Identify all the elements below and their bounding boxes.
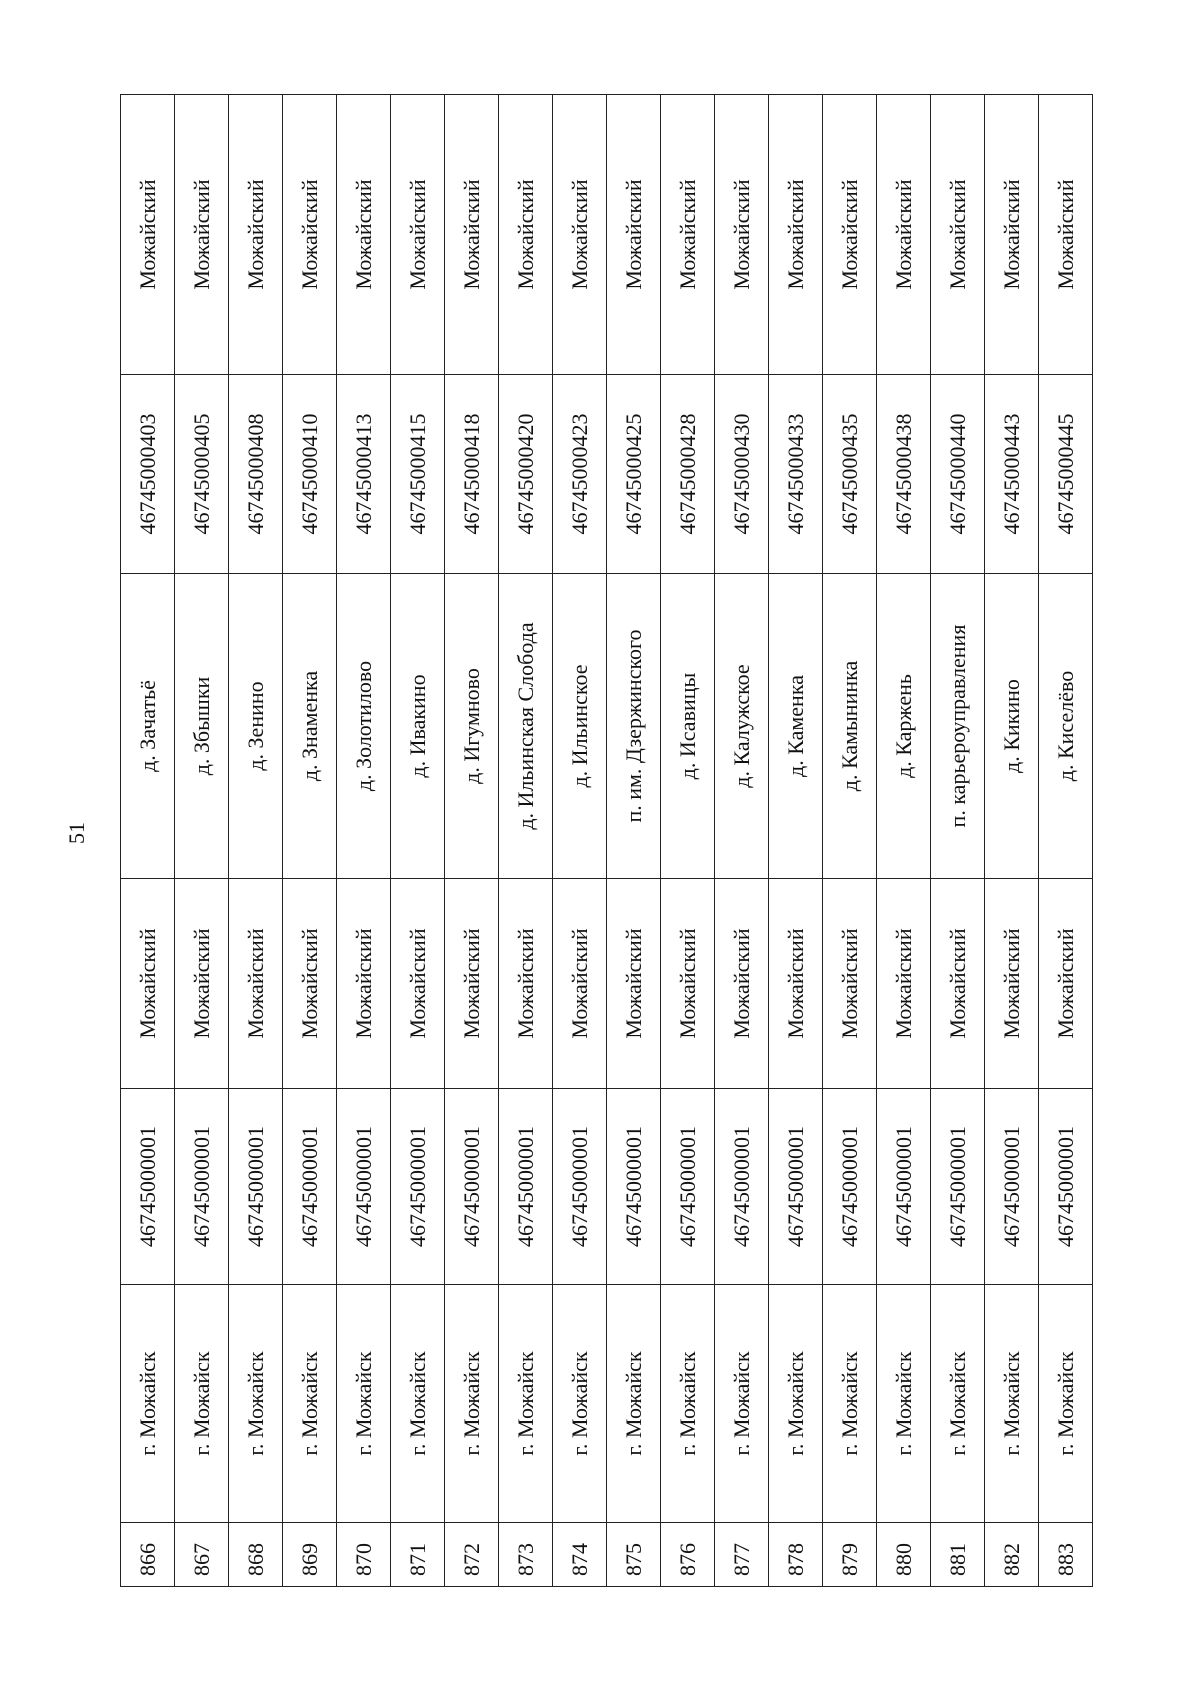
row-number-cell: 876 bbox=[661, 1523, 715, 1587]
city-code-cell: 46745000001 bbox=[445, 1089, 499, 1285]
city-cell: г. Можайск bbox=[337, 1285, 391, 1523]
locality-cell: д. Ивакино bbox=[391, 574, 445, 879]
locality-cell: д. Киселёво bbox=[1039, 574, 1093, 879]
city-district-cell: Можайский bbox=[121, 879, 175, 1089]
city-cell: г. Можайск bbox=[931, 1285, 985, 1523]
locality-district-cell: Можайский bbox=[985, 95, 1039, 375]
row-number-cell: 879 bbox=[823, 1523, 877, 1587]
city-code-cell: 46745000001 bbox=[283, 1089, 337, 1285]
table-row bbox=[229, 95, 283, 1587]
locality-code-cell: 46745000403 bbox=[121, 375, 175, 574]
city-cell: г. Можайск bbox=[391, 1285, 445, 1523]
city-code-cell: 46745000001 bbox=[175, 1089, 229, 1285]
city-cell: г. Можайск bbox=[229, 1285, 283, 1523]
locality-district-cell: Можайский bbox=[823, 95, 877, 375]
city-cell: г. Можайск bbox=[769, 1285, 823, 1523]
city-code-cell: 46745000001 bbox=[553, 1089, 607, 1285]
locality-cell: д. Зачатьё bbox=[121, 574, 175, 879]
row-number-cell: 882 bbox=[985, 1523, 1039, 1587]
city-district-cell: Можайский bbox=[553, 879, 607, 1089]
city-district-cell: Можайский bbox=[877, 879, 931, 1089]
locality-code-cell: 46745000430 bbox=[715, 375, 769, 574]
table-row bbox=[823, 95, 877, 1587]
city-code-cell: 46745000001 bbox=[499, 1089, 553, 1285]
locality-district-cell: Можайский bbox=[229, 95, 283, 375]
city-district-cell: Можайский bbox=[607, 879, 661, 1089]
city-district-cell: Можайский bbox=[175, 879, 229, 1089]
register-table-body bbox=[121, 95, 1093, 1587]
row-number-cell: 871 bbox=[391, 1523, 445, 1587]
locality-cell: д. Каржень bbox=[877, 574, 931, 879]
locality-cell: д. Зенино bbox=[229, 574, 283, 879]
locality-code-cell: 46745000415 bbox=[391, 375, 445, 574]
locality-district-cell: Можайский bbox=[877, 95, 931, 375]
locality-cell: д. Кикино bbox=[985, 574, 1039, 879]
locality-code-cell: 46745000405 bbox=[175, 375, 229, 574]
city-code-cell: 46745000001 bbox=[391, 1089, 445, 1285]
city-cell: г. Можайск bbox=[607, 1285, 661, 1523]
locality-code-cell: 46745000418 bbox=[445, 375, 499, 574]
city-district-cell: Можайский bbox=[931, 879, 985, 1089]
locality-cell: д. Игумново bbox=[445, 574, 499, 879]
locality-district-cell: Можайский bbox=[715, 95, 769, 375]
row-number-cell: 875 bbox=[607, 1523, 661, 1587]
table-row bbox=[553, 95, 607, 1587]
table-row bbox=[769, 95, 823, 1587]
locality-cell: д. Камынинка bbox=[823, 574, 877, 879]
city-district-cell: Можайский bbox=[823, 879, 877, 1089]
row-number-cell: 883 bbox=[1039, 1523, 1093, 1587]
row-number-cell: 881 bbox=[931, 1523, 985, 1587]
locality-cell: д. Каменка bbox=[769, 574, 823, 879]
locality-cell: д. Калужское bbox=[715, 574, 769, 879]
city-cell: г. Можайск bbox=[121, 1285, 175, 1523]
locality-cell: д. Знаменка bbox=[283, 574, 337, 879]
locality-cell: д. Золотилово bbox=[337, 574, 391, 879]
row-number-cell: 870 bbox=[337, 1523, 391, 1587]
row-number-cell: 878 bbox=[769, 1523, 823, 1587]
city-district-cell: Можайский bbox=[985, 879, 1039, 1089]
table-row bbox=[337, 95, 391, 1587]
table-row bbox=[607, 95, 661, 1587]
locality-cell: п. карьероуправления bbox=[931, 574, 985, 879]
table-row bbox=[121, 95, 175, 1587]
table-row bbox=[877, 95, 931, 1587]
locality-code-cell: 46745000435 bbox=[823, 375, 877, 574]
city-district-cell: Можайский bbox=[445, 879, 499, 1089]
city-code-cell: 46745000001 bbox=[877, 1089, 931, 1285]
city-district-cell: Можайский bbox=[337, 879, 391, 1089]
city-district-cell: Можайский bbox=[391, 879, 445, 1089]
row-number-cell: 877 bbox=[715, 1523, 769, 1587]
page-number: 51 bbox=[64, 822, 89, 844]
city-code-cell: 46745000001 bbox=[121, 1089, 175, 1285]
table-row bbox=[985, 95, 1039, 1587]
city-district-cell: Можайский bbox=[661, 879, 715, 1089]
city-district-cell: Можайский bbox=[283, 879, 337, 1089]
city-district-cell: Можайский bbox=[715, 879, 769, 1089]
row-number-cell: 869 bbox=[283, 1523, 337, 1587]
locality-district-cell: Можайский bbox=[445, 95, 499, 375]
locality-district-cell: Можайский bbox=[337, 95, 391, 375]
city-district-cell: Можайский bbox=[1039, 879, 1093, 1089]
row-number-cell: 867 bbox=[175, 1523, 229, 1587]
city-code-cell: 46745000001 bbox=[661, 1089, 715, 1285]
city-code-cell: 46745000001 bbox=[985, 1089, 1039, 1285]
locality-code-cell: 46745000408 bbox=[229, 375, 283, 574]
row-number-cell: 873 bbox=[499, 1523, 553, 1587]
city-cell: г. Можайск bbox=[283, 1285, 337, 1523]
locality-district-cell: Можайский bbox=[661, 95, 715, 375]
register-table-wrapper bbox=[120, 95, 1093, 1587]
row-number-cell: 880 bbox=[877, 1523, 931, 1587]
locality-district-cell: Можайский bbox=[121, 95, 175, 375]
locality-code-cell: 46745000425 bbox=[607, 375, 661, 574]
locality-district-cell: Можайский bbox=[283, 95, 337, 375]
register-table bbox=[120, 94, 1093, 1587]
locality-code-cell: 46745000420 bbox=[499, 375, 553, 574]
locality-code-cell: 46745000443 bbox=[985, 375, 1039, 574]
city-district-cell: Можайский bbox=[769, 879, 823, 1089]
city-cell: г. Можайск bbox=[823, 1285, 877, 1523]
city-cell: г. Можайск bbox=[715, 1285, 769, 1523]
row-number-cell: 868 bbox=[229, 1523, 283, 1587]
locality-district-cell: Можайский bbox=[499, 95, 553, 375]
row-number-cell: 866 bbox=[121, 1523, 175, 1587]
locality-code-cell: 46745000438 bbox=[877, 375, 931, 574]
locality-code-cell: 46745000410 bbox=[283, 375, 337, 574]
locality-cell: д. Збышки bbox=[175, 574, 229, 879]
city-code-cell: 46745000001 bbox=[337, 1089, 391, 1285]
table-row bbox=[499, 95, 553, 1587]
city-code-cell: 46745000001 bbox=[931, 1089, 985, 1285]
city-district-cell: Можайский bbox=[229, 879, 283, 1089]
locality-cell: п. им. Дзержинского bbox=[607, 574, 661, 879]
city-cell: г. Можайск bbox=[499, 1285, 553, 1523]
locality-district-cell: Можайский bbox=[607, 95, 661, 375]
city-code-cell: 46745000001 bbox=[607, 1089, 661, 1285]
locality-code-cell: 46745000445 bbox=[1039, 375, 1093, 574]
city-cell: г. Можайск bbox=[1039, 1285, 1093, 1523]
locality-code-cell: 46745000433 bbox=[769, 375, 823, 574]
city-code-cell: 46745000001 bbox=[229, 1089, 283, 1285]
table-row bbox=[391, 95, 445, 1587]
city-cell: г. Можайск bbox=[175, 1285, 229, 1523]
city-cell: г. Можайск bbox=[661, 1285, 715, 1523]
city-cell: г. Можайск bbox=[985, 1285, 1039, 1523]
locality-code-cell: 46745000428 bbox=[661, 375, 715, 574]
city-code-cell: 46745000001 bbox=[715, 1089, 769, 1285]
locality-cell: д. Ильинская Слобода bbox=[499, 574, 553, 879]
locality-cell: д. Ильинское bbox=[553, 574, 607, 879]
locality-district-cell: Можайский bbox=[391, 95, 445, 375]
city-code-cell: 46745000001 bbox=[823, 1089, 877, 1285]
table-row bbox=[175, 95, 229, 1587]
locality-cell: д. Исавицы bbox=[661, 574, 715, 879]
locality-code-cell: 46745000413 bbox=[337, 375, 391, 574]
table-row bbox=[445, 95, 499, 1587]
table-row bbox=[931, 95, 985, 1587]
table-row bbox=[715, 95, 769, 1587]
locality-district-cell: Можайский bbox=[769, 95, 823, 375]
row-number-cell: 874 bbox=[553, 1523, 607, 1587]
locality-code-cell: 46745000440 bbox=[931, 375, 985, 574]
locality-district-cell: Можайский bbox=[1039, 95, 1093, 375]
table-row bbox=[661, 95, 715, 1587]
city-cell: г. Можайск bbox=[553, 1285, 607, 1523]
city-code-cell: 46745000001 bbox=[769, 1089, 823, 1285]
city-code-cell: 46745000001 bbox=[1039, 1089, 1093, 1285]
city-cell: г. Можайск bbox=[877, 1285, 931, 1523]
locality-district-cell: Можайский bbox=[175, 95, 229, 375]
locality-district-cell: Можайский bbox=[931, 95, 985, 375]
row-number-cell: 872 bbox=[445, 1523, 499, 1587]
city-cell: г. Можайск bbox=[445, 1285, 499, 1523]
city-district-cell: Можайский bbox=[499, 879, 553, 1089]
table-row bbox=[1039, 95, 1093, 1587]
table-row bbox=[283, 95, 337, 1587]
locality-district-cell: Можайский bbox=[553, 95, 607, 375]
locality-code-cell: 46745000423 bbox=[553, 375, 607, 574]
